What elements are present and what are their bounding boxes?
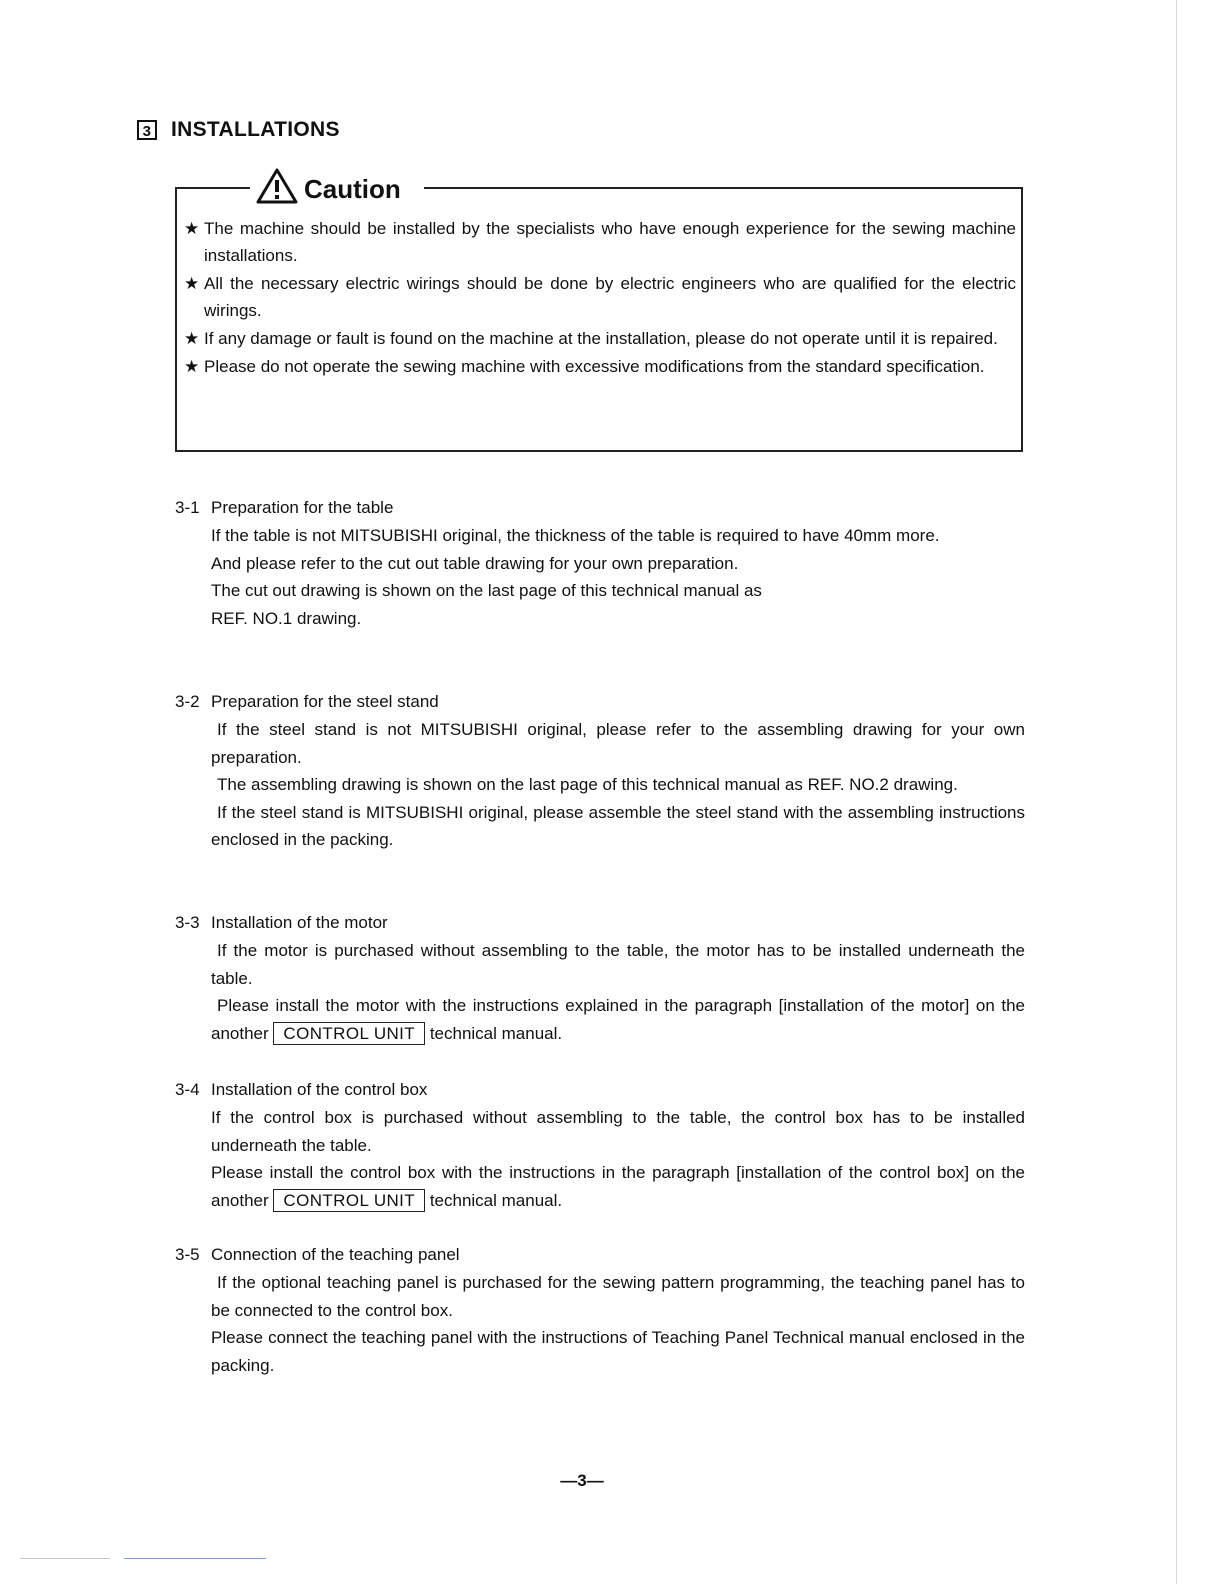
warning-triangle-icon [256, 168, 298, 211]
subsection-body [211, 1104, 1025, 1214]
star-icon: ★ [184, 219, 200, 238]
star-icon: ★ [184, 357, 200, 376]
subsection-3-2 [175, 688, 1025, 854]
section-number-box: 3 [137, 120, 157, 140]
control-unit-reference-box: CONTROL UNIT [273, 1189, 425, 1212]
subsection-heading: 3-2 Preparation for the steel stand [175, 692, 439, 711]
paragraph: REF. NO.1 drawing. [211, 608, 362, 628]
subsection-3-1 [175, 494, 1025, 632]
paragraph: The assembling drawing is shown on the last page of this technical manual as REF. NO.2 drawing. [217, 775, 958, 794]
subsection-3-4 [175, 1076, 1025, 1214]
paragraph: If the optional teaching panel is purchased for the sewing pattern programming, the teaching panel has to be connected to the control box. [211, 1273, 1025, 1320]
subsection-body [211, 522, 1025, 632]
scan-artifact-line [20, 1558, 110, 1559]
page-edge-line [1176, 0, 1177, 1584]
control-unit-reference-box: CONTROL UNIT [273, 1022, 425, 1045]
subsection-heading: 3-1 Preparation for the table [175, 498, 394, 517]
paragraph: Please install the motor with the instructions explained in the paragraph [installation of the motor] on the another CONTROL UNIT technical manual. [211, 996, 1025, 1043]
caution-title: Caution [304, 174, 401, 204]
star-icon: ★ [184, 274, 200, 293]
scan-artifact-line-blue [124, 1558, 266, 1559]
paragraph: If the steel stand is MITSUBISHI original, please assemble the steel stand with the assembling instructions enclosed in the packing. [211, 802, 1025, 849]
subsection-3-3 [175, 909, 1025, 1047]
caution-list [184, 215, 1016, 381]
section-title: INSTALLATIONS [171, 118, 340, 141]
paragraph: If the motor is purchased without assembling to the table, the motor has to be installed underneath the table. [211, 941, 1025, 988]
caution-item: ★ If any damage or fault is found on the machine at the installation, please do not operate until it is repaired. [184, 325, 1016, 352]
paragraph: The cut out drawing is shown on the last page of this technical manual as [211, 581, 762, 600]
paragraph: And please refer to the cut out table drawing for your own preparation. [211, 553, 739, 573]
paragraph: If the control box is purchased without assembling to the table, the control box has to be installed underneath the table. [211, 1108, 1025, 1155]
caution-item: ★ The machine should be installed by the specialists who have enough experience for the sewing machine installations. [184, 215, 1016, 269]
subsection-heading: 3-5 Connection of the teaching panel [175, 1245, 460, 1264]
paragraph: If the steel stand is not MITSUBISHI original, please refer to the assembling drawing for your own preparation. [211, 720, 1025, 767]
subsection-3-5 [175, 1241, 1025, 1379]
subsection-body [211, 716, 1025, 854]
star-icon: ★ [184, 329, 200, 348]
subsection-heading: 3-4 Installation of the control box [175, 1080, 428, 1099]
caution-heading [256, 168, 401, 211]
caution-item: ★ Please do not operate the sewing machine with excessive modifications from the standard specification. [184, 353, 1016, 380]
subsection-body [211, 937, 1025, 1047]
section-heading [137, 118, 340, 142]
subsection-heading: 3-3 Installation of the motor [175, 913, 388, 932]
paragraph: Please install the control box with the instructions in the paragraph [installation of the control box] on the another CONTROL UNIT technical manual. [211, 1163, 1025, 1210]
paragraph: Please connect the teaching panel with the instructions of Teaching Panel Technical manual enclosed in the packing. [211, 1328, 1025, 1375]
subsection-body [211, 1269, 1025, 1379]
page-number: —3— [560, 1471, 604, 1490]
caution-item: ★ All the necessary electric wirings should be done by electric engineers who are qualified for the electric wirings. [184, 270, 1016, 324]
paragraph: If the table is not MITSUBISHI original, the thickness of the table is required to have 40mm more. [211, 526, 940, 545]
